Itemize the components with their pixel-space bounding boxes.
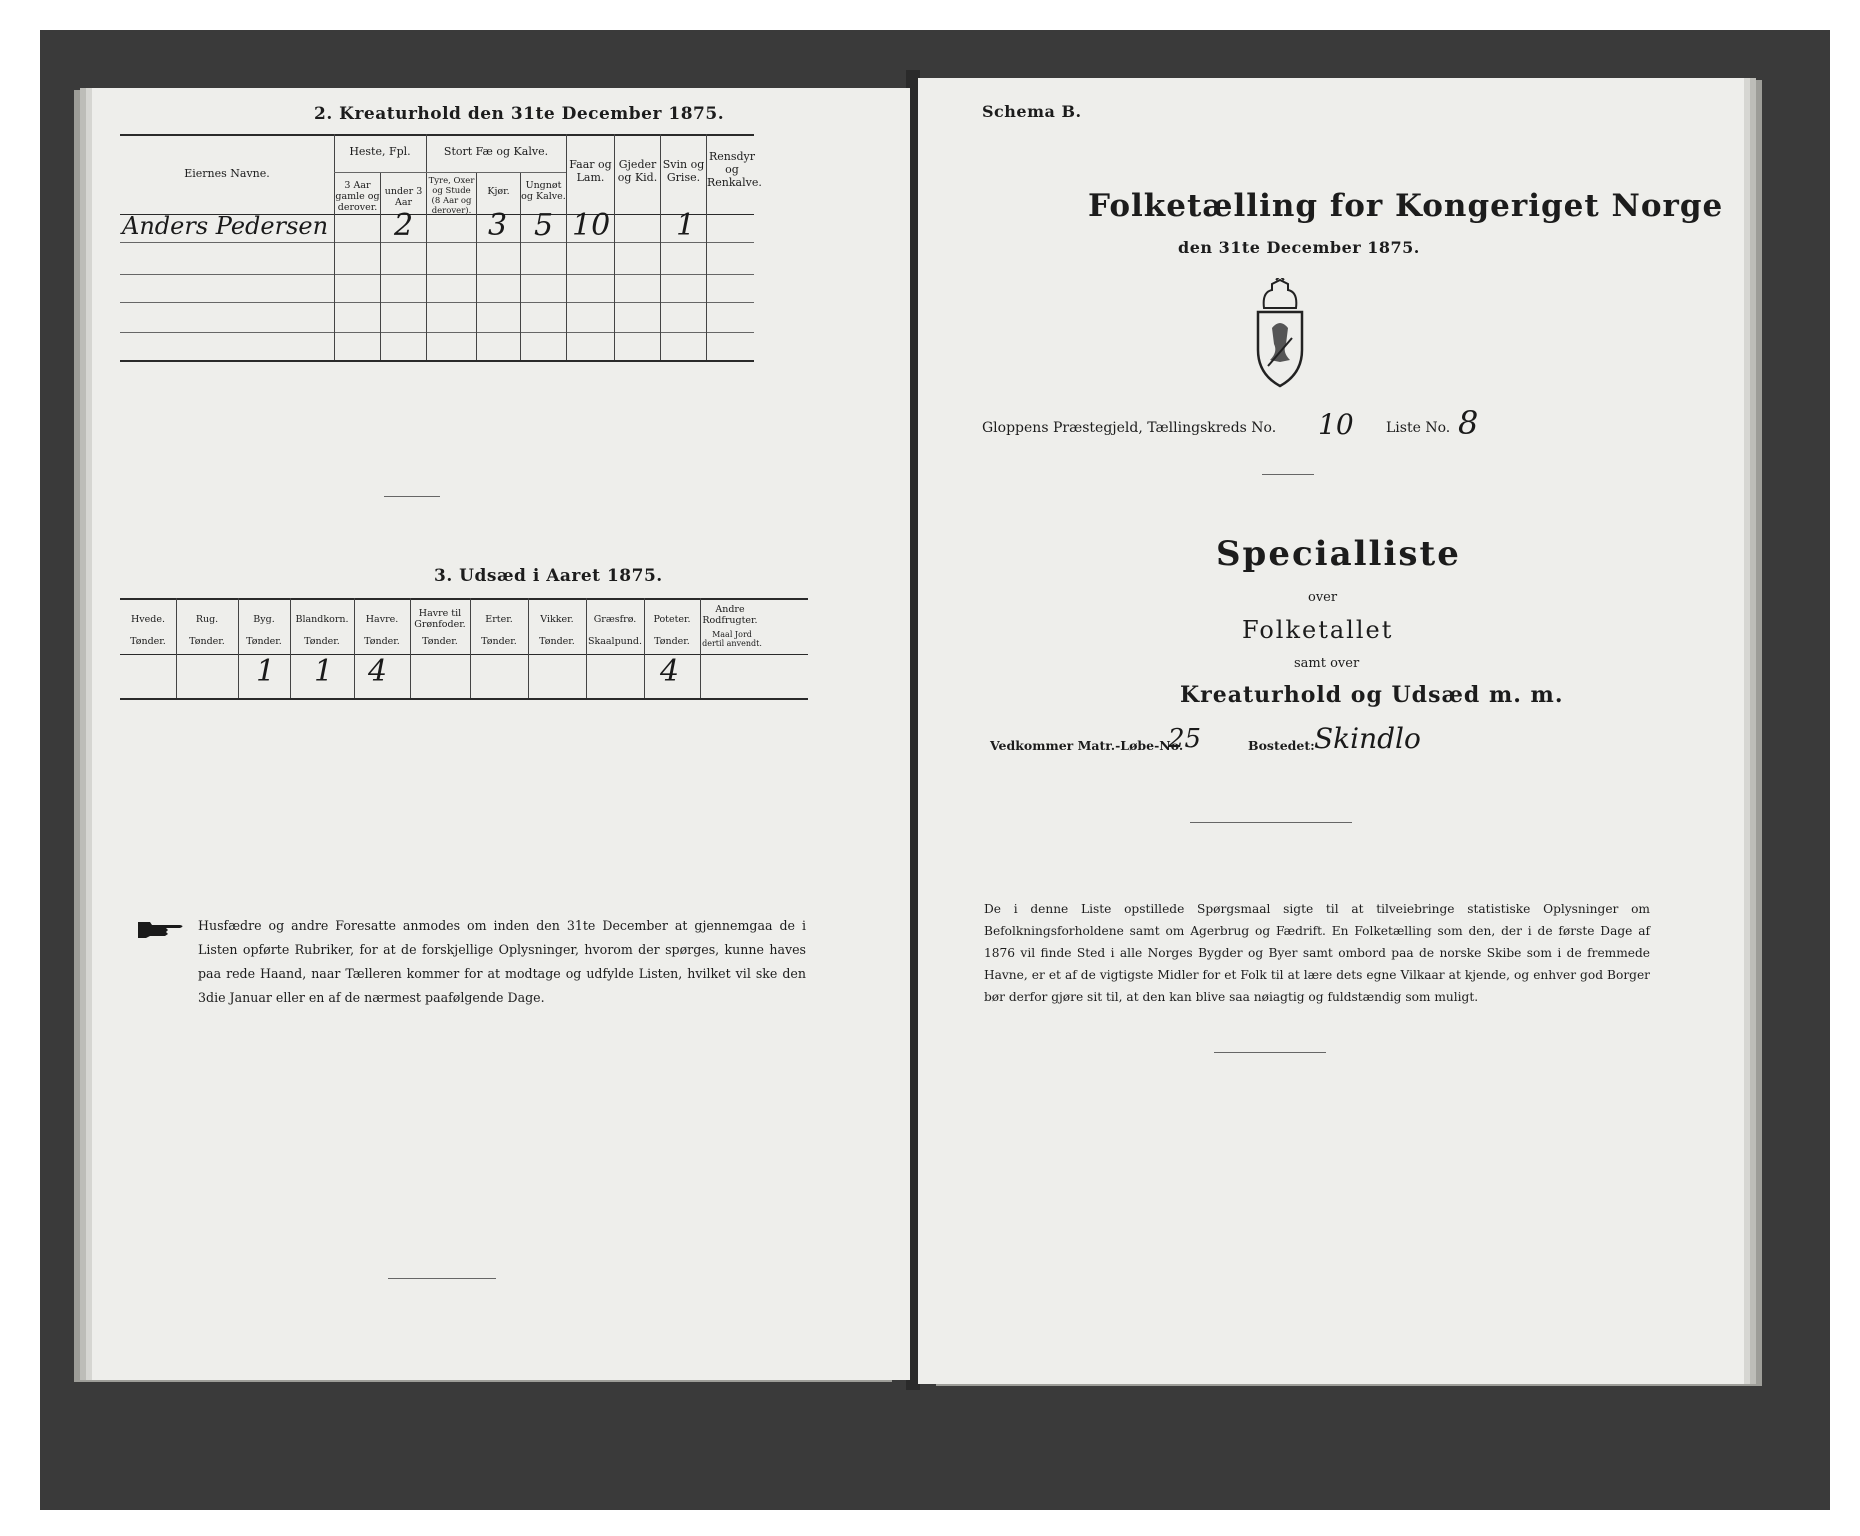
udsaed-header: Byg. (253, 614, 275, 625)
udsaed-unit: Tønder. (246, 636, 282, 647)
col-header-heste: Heste, Fpl. (349, 145, 411, 158)
kreaturhold-text: Kreaturhold og Udsæd m. m. (1180, 682, 1564, 708)
udsaed-header: Havre. (365, 614, 399, 625)
divider (1262, 474, 1314, 475)
udsaed-header: Hvede. (131, 614, 165, 625)
liste-no: 8 (1458, 404, 1479, 442)
table2-row-rule (120, 274, 754, 275)
footer-text: De i denne Liste opstillede Spørgsmaal sigte til at tilveiebringe statistiske Oplysninger om Befolkningsforholdene samt om Agerbrug og Fædrift. En Folketælling som den, der i de første Dage af 1876 vil finde Sted i alle Norges Bygder og Byer samt ombord paa de norske Skibe som i de fremmede Havne, er et af de vigtigste Midler for et Folk til at lære dets egne Vilkaar at kjende, og enhver god Borger bør derfor gjøre sit til, at den kan blive saa nøiagtig og fuldstændig som muligt. (984, 902, 1650, 1004)
col-header-svin: Svin og Grise. (662, 158, 705, 184)
table3-col-sep (470, 598, 471, 698)
udsaed-unit: Tønder. (539, 636, 575, 647)
udsaed-unit: Tønder. (130, 636, 166, 647)
left-page (92, 88, 910, 1380)
col-header-tyre: Tyre, Oxer og Stude (8 Aar og derover). (428, 176, 475, 216)
footer-divider (1214, 1052, 1326, 1053)
matr-no: 25 (1168, 724, 1202, 754)
notice-text: Husfædre og andre Foresatte anmodes om inden den 31te December at gjennemgaa de i Listen opførte Rubriker, for at de forskjellige Oplysninger, hvorom der spørges, kunne haves paa rede Haand, naar Tælleren kommer for at modtage og udfylde Listen, hvilket vil ske den 3die Januar eller en af de nærmest paafølgende Dage. (198, 918, 806, 1005)
udsaed-header: Erter. (485, 614, 513, 625)
value-faar: 10 (572, 208, 611, 243)
udsaed-unit: Tønder. (481, 636, 517, 647)
pointing-hand-icon (136, 918, 188, 940)
section3-title: 3. Udsæd i Aaret 1875. (434, 566, 663, 586)
table3-col-sep (176, 598, 177, 698)
table2-top-rule (120, 134, 754, 136)
udsaed-unit: Tønder. (304, 636, 340, 647)
udsaed-unit: Tønder. (654, 636, 690, 647)
table3-header-rule (120, 654, 808, 655)
table3-col-sep (644, 598, 645, 698)
schema-label: Schema B. (982, 102, 1082, 121)
udsaed-header: Andre Rodfrugter. (702, 604, 758, 626)
udsaed-header: Græsfrø. (593, 614, 637, 625)
udsaed-unit: Skaalpund. (587, 636, 643, 647)
value-heste-under3: 2 (394, 208, 414, 243)
table3-col-sep (586, 598, 587, 698)
col-header-name: Eiernes Navne. (184, 167, 270, 180)
col-header-ungnot: Ungnøt og Kalve. (521, 180, 566, 202)
owner-name: Anders Pedersen (122, 212, 329, 240)
udsaed-unit: Tønder. (189, 636, 225, 647)
matr-label: Vedkommer Matr.-Løbe-No. (990, 738, 1184, 753)
specialliste-title: Specialliste (1216, 534, 1461, 574)
divider (384, 496, 440, 497)
col-header-kjor: Kjør. (487, 186, 510, 197)
bosted-label: Bostedet: (1248, 738, 1315, 753)
table3-top-rule (120, 598, 808, 600)
value-kjor: 3 (488, 208, 508, 243)
table3-bottom-rule (120, 698, 808, 700)
liste-label: Liste No. (1386, 420, 1451, 436)
table2-row-rule (120, 302, 754, 303)
right-page (918, 78, 1744, 1384)
main-title: Folketælling for Kongeriget Norge (1088, 188, 1724, 224)
title-date: den 31te December 1875. (1178, 238, 1420, 257)
footer-divider (388, 1278, 496, 1279)
table3-col-sep (290, 598, 291, 698)
value-byg: 1 (256, 654, 276, 689)
over-text: over (1308, 590, 1338, 605)
table2-col-sep (334, 134, 335, 360)
table2-col-sep (476, 172, 477, 360)
udsaed-header: Vikker. (540, 614, 574, 625)
udsaed-header: Rug. (195, 614, 219, 625)
prestegjeld-label: Gloppens Præstegjeld, Tællingskreds No. (982, 420, 1277, 436)
udsaed-unit: Maal Jord dertil anvendt. (702, 630, 762, 648)
table2-bottom-rule (120, 360, 754, 362)
value-svin: 1 (676, 208, 696, 243)
col-header-rensdyr: Rensdyr og Renkalve. (707, 150, 762, 189)
value-havre: 4 (368, 654, 388, 689)
col-header-heste-a: 3 Aar gamle og derover. (335, 180, 380, 213)
col-header-faar: Faar og Lam. (569, 158, 612, 184)
table2-row-rule (120, 242, 754, 243)
udsaed-unit: Tønder. (364, 636, 400, 647)
table3-col-sep (354, 598, 355, 698)
folketallet-text: Folketallet (1242, 616, 1394, 644)
col-header-gjeder: Gjeder og Kid. (617, 158, 658, 184)
samt-over-text: samt over (1294, 656, 1360, 671)
norway-coat-of-arms-icon (1250, 278, 1310, 390)
udsaed-header: Poteter. (653, 614, 691, 625)
udsaed-header: Havre til Grønfoder. (414, 608, 466, 630)
table3-col-sep (238, 598, 239, 698)
value-blandkorn: 1 (314, 654, 334, 689)
table2-col-sep (426, 134, 427, 360)
kreds-no: 10 (1318, 408, 1354, 441)
value-ungnot: 5 (534, 208, 554, 243)
prestegjeld-line (982, 420, 1276, 436)
udsaed-unit: Tønder. (422, 636, 458, 647)
table2-group-rule (334, 172, 566, 173)
bosted-value: Skindlo (1314, 722, 1421, 755)
udsaed-header: Blandkorn. (295, 614, 349, 625)
table3-col-sep (528, 598, 529, 698)
value-poteter: 4 (660, 654, 680, 689)
col-header-heste-b: under 3 Aar (384, 186, 423, 208)
table2-row-rule (120, 332, 754, 333)
col-header-stort-fae: Stort Fæ og Kalve. (443, 145, 549, 158)
section2-title: 2. Kreaturhold den 31te December 1875. (314, 104, 725, 124)
divider (1190, 822, 1352, 823)
